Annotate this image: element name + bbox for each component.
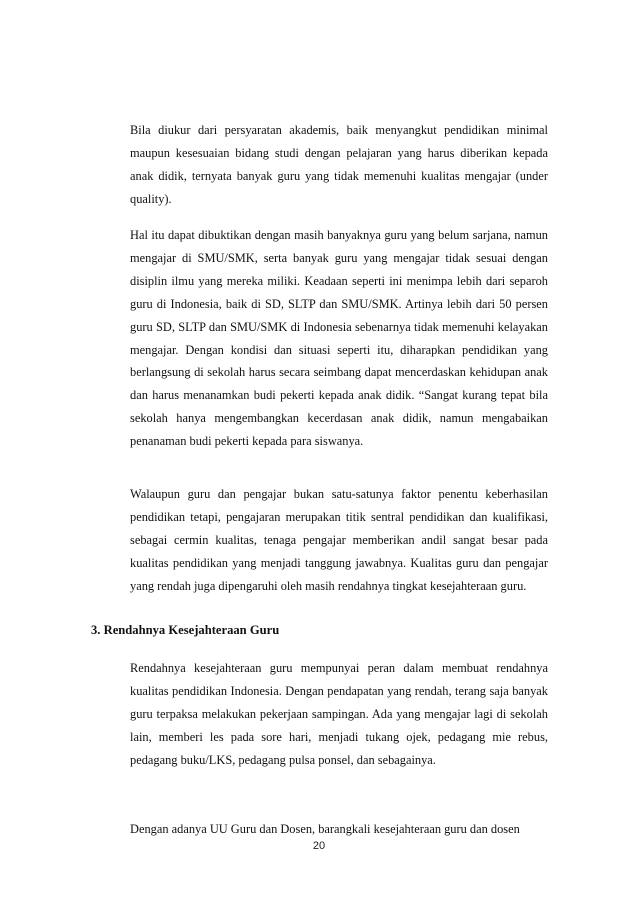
- paragraph-uu-guru-dosen: Dengan adanya UU Guru dan Dosen, barangkali kesejahteraan guru dan dosen: [130, 822, 520, 836]
- section-heading: 3. Rendahnya Kesejahteraan Guru: [91, 623, 280, 637]
- paragraph-unqualified-teachers: Hal itu dapat dibuktikan dengan masih banyaknya guru yang belum sarjana, namun mengajar di SMU/SMK, serta banyak guru yang mengajar tidak sesuai dengan disiplin ilmu yang mereka miliki. Keadaan seperti ini menimpa lebih dari separoh guru di Indonesia, baik di SD, SLTP dan SMU/SMK. Artinya lebih dari 50 persen guru SD, SLTP dan SMU/SMK di Indonesia sebenarnya tidak memenuhi kelayakan mengajar. Dengan kondisi dan situasi seperti itu, diharapkan pendidikan yang berlangsung di sekolah harus secara seimbang dapat mencerdaskan kehidupan anak dan harus menanamkan budi pekerti kepada anak didik. “Sangat kurang tepat bila sekolah hanya mengembangkan kecerdasan anak didik, namun mengabaikan penanaman budi pekerti kepada para siswanya.: [130, 228, 548, 449]
- page-number: 20: [312, 840, 326, 852]
- paragraph-teacher-quality: Walaupun guru dan pengajar bukan satu-satunya faktor penentu keberhasilan pendidikan tetapi, pengajaran merupakan titik sentral pendidikan dan kualifikasi, sebagai cermin kualitas, tenaga pengajar memberikan andil sangat besar pada kualitas pendidikan yang menjadi tanggung jawabnya. Kualitas guru dan pengajar yang rendah juga dipengaruhi oleh masih rendahnya tingkat kesejahteraan guru.: [130, 487, 548, 593]
- paragraph-low-welfare: Rendahnya kesejahteraan guru mempunyai peran dalam membuat rendahnya kualitas pendidikan Indonesia. Dengan pendapatan yang rendah, terang saja banyak guru terpaksa melakukan pekerjaan sampingan. Ada yang mengajar lagi di sekolah lain, memberi les pada sore hari, menjadi tukang ojek, pedagang mie rebus, pedagang buku/LKS, pedagang pulsa ponsel, dan sebagainya.: [130, 661, 548, 767]
- paragraph-academic-requirements: Bila diukur dari persyaratan akademis, baik menyangkut pendidikan minimal maupun kesesuaian bidang studi dengan pelajaran yang harus diberikan kepada anak didik, ternyata banyak guru yang tidak memenuhi kualitas mengajar (under quality).: [130, 123, 548, 206]
